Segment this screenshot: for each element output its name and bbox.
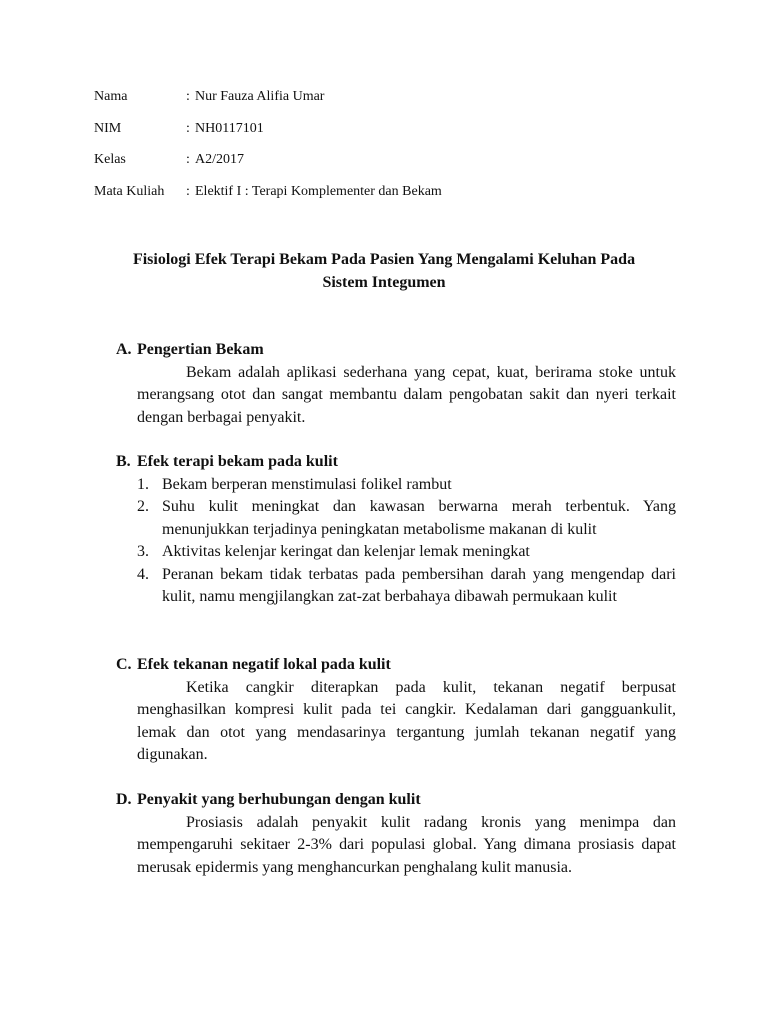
section-paragraph: Bekam adalah aplikasi sederhana yang cepat, kuat, berirama stoke untuk merangsang otot dan sangat membantu dalam pengobatan sakit dan nyeri terkait dengan berbagai penyakit. xyxy=(137,363,676,426)
list-item-text: Bekam berperan menstimulasi folikel rambut xyxy=(162,475,452,493)
info-label: NIM xyxy=(94,120,122,136)
list-number: 1. xyxy=(137,475,149,493)
section-letter: C. xyxy=(116,656,132,673)
section-body xyxy=(137,362,676,430)
student-info xyxy=(94,88,442,214)
effects-list xyxy=(137,474,676,609)
info-value: Nur Fauza Alifia Umar xyxy=(195,89,325,104)
info-colon: : xyxy=(186,120,190,136)
list-item xyxy=(137,564,676,609)
section-body xyxy=(137,812,676,880)
title-line-1: Fisiologi Efek Terapi Bekam Pada Pasien Yang Mengalami Keluhan Pada xyxy=(132,251,636,268)
section-title: Penyakit yang berhubungan dengan kulit xyxy=(137,791,421,808)
section-letter: D. xyxy=(116,791,132,808)
list-number: 3. xyxy=(137,543,149,560)
title-line-2: Sistem Integumen xyxy=(322,274,446,291)
section-body xyxy=(137,677,676,767)
info-label: Nama xyxy=(94,89,128,104)
info-row-nim xyxy=(94,120,442,152)
info-row-nama xyxy=(94,88,442,120)
section-d xyxy=(116,789,676,879)
list-item xyxy=(137,474,676,497)
section-title: Efek terapi bekam pada kulit xyxy=(137,453,338,470)
section-a xyxy=(116,339,676,429)
section-title: Efek tekanan negatif lokal pada kulit xyxy=(137,656,391,673)
section-heading xyxy=(116,451,676,474)
section-b xyxy=(116,451,676,609)
list-number: 4. xyxy=(137,565,149,583)
info-value: Elektif I : Terapi Komplementer dan Bekam xyxy=(195,183,442,199)
list-item-text: Suhu kulit meningkat dan kawasan berwarna merah terbentuk. Yang menunjukkan terjadinya peningkatan metabolisme makanan di kulit xyxy=(162,498,676,538)
section-letter: A. xyxy=(116,341,132,358)
section-title: Pengertian Bekam xyxy=(137,341,264,358)
list-item xyxy=(137,496,676,541)
section-heading xyxy=(116,339,676,362)
info-colon: : xyxy=(186,183,190,199)
info-value: NH0117101 xyxy=(195,120,264,136)
list-item xyxy=(137,541,676,564)
info-row-kelas xyxy=(94,151,442,183)
list-number: 2. xyxy=(137,498,149,515)
info-value: A2/2017 xyxy=(195,152,244,167)
document-title xyxy=(80,248,688,294)
section-heading xyxy=(116,654,676,677)
info-label: Kelas xyxy=(94,152,126,167)
section-heading xyxy=(116,789,676,812)
info-label: Mata Kuliah xyxy=(94,183,165,199)
info-row-mata-kuliah xyxy=(94,183,442,215)
list-item-text: Peranan bekam tidak terbatas pada pembersihan darah yang mengendap dari kulit, namu mengjilangkan zat-zat berbahaya dibawah permukaan kulit xyxy=(162,565,676,605)
section-letter: B. xyxy=(116,453,131,470)
list-item-text: Aktivitas kelenjar keringat dan kelenjar lemak meningkat xyxy=(162,543,530,560)
info-colon: : xyxy=(186,89,190,104)
section-paragraph: Prosiasis adalah penyakit kulit radang kronis yang menimpa dan mempengaruhi sekitaer 2-3% dari populasi global. Yang dimana prosiasis dapat merusak epidermis yang menghancurkan penghalang kulit manusia. xyxy=(137,813,676,876)
info-colon: : xyxy=(186,152,190,167)
section-c xyxy=(116,654,676,767)
section-paragraph: Ketika cangkir diterapkan pada kulit, tekanan negatif berpusat menghasilkan kompresi kulit pada tei cangkir. Kedalaman dari gangguankulit, lemak dan otot yang mendasarinya tergantung jumlah tekanan negatif yang digunakan. xyxy=(137,678,676,763)
